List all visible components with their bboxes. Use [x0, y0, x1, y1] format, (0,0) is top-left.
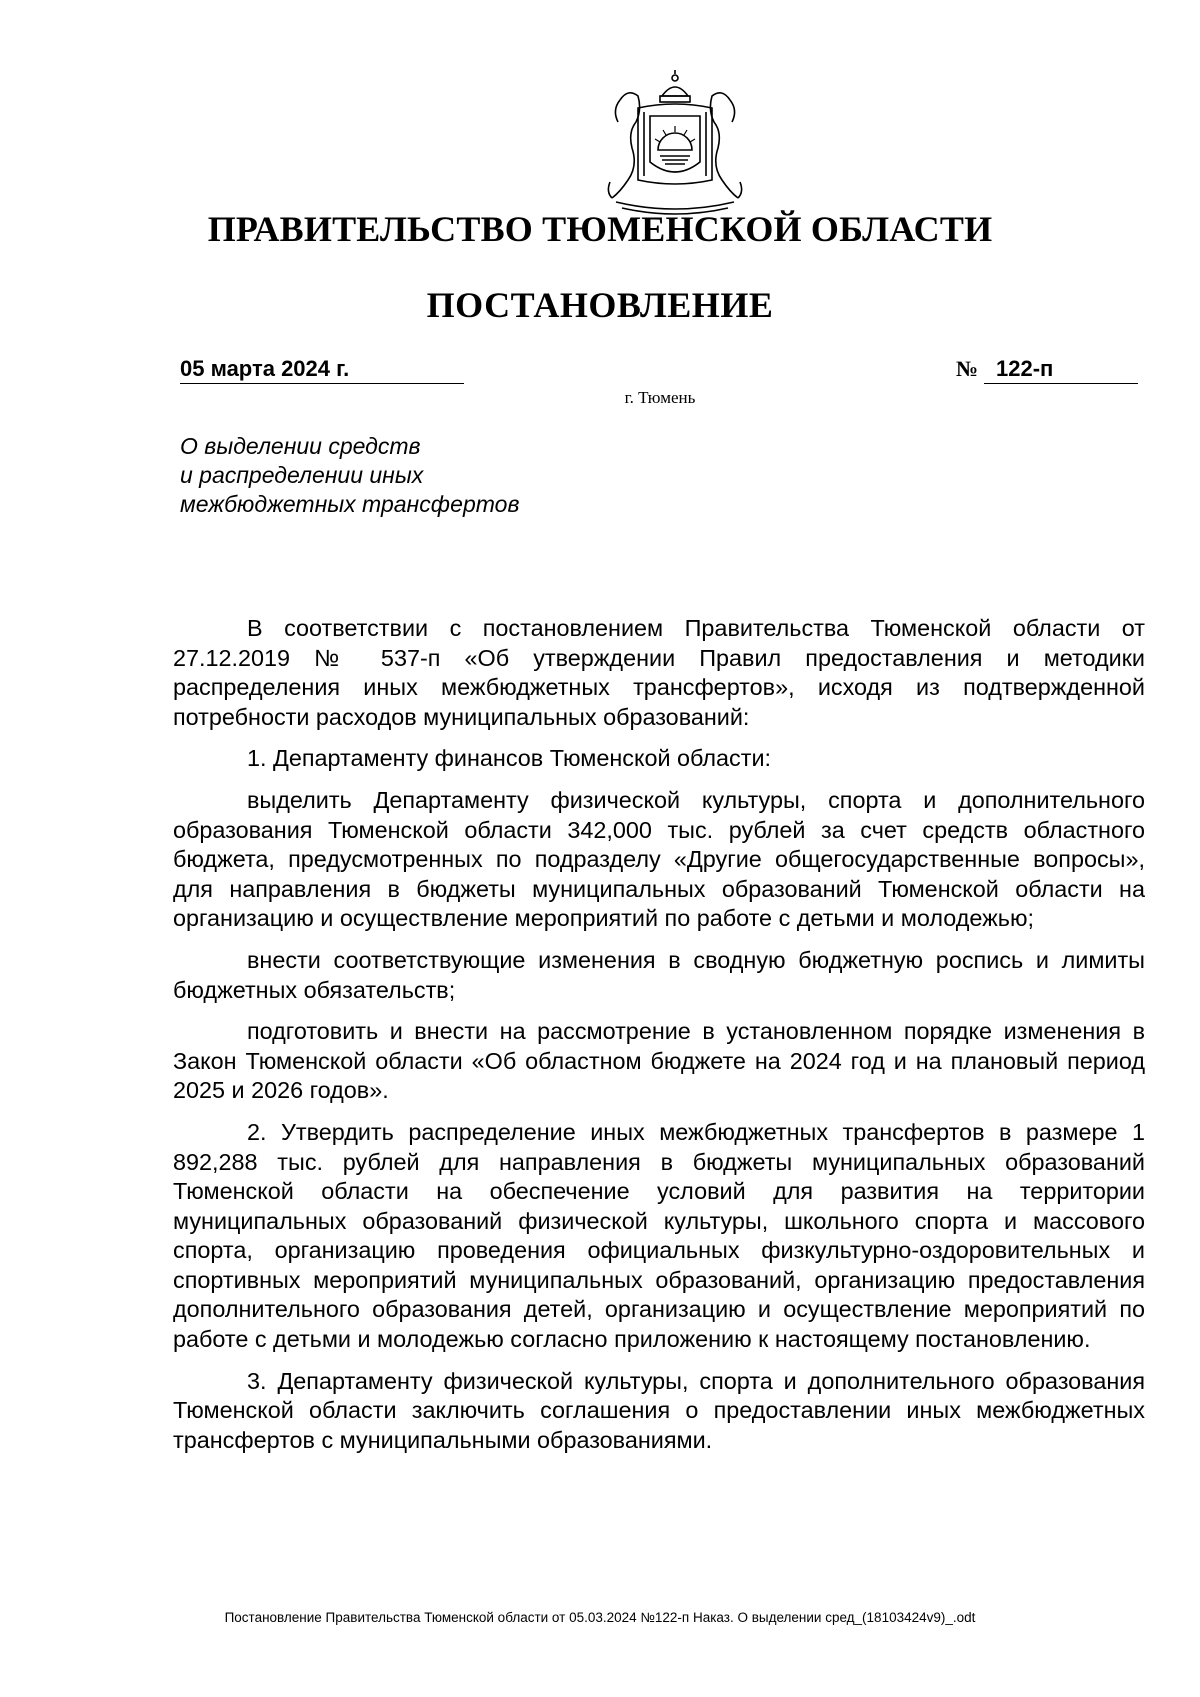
subject-line: межбюджетных трансфертов: [180, 491, 520, 517]
preamble-paragraph: В соответствии с постановлением Правительства Тюменской области от 27.12.2019 № 537-п «Об утверждении Правил предоставления и методики распределения иных межбюджетных трансфертов», исходя из подтвержденной потребности расходов муниципальных образований:: [173, 615, 1145, 730]
document-number: 122-п: [984, 356, 1138, 384]
document-body: [173, 614, 1145, 1467]
item-3-paragraph: 3. Департаменту физической культуры, спорта и дополнительного образования Тюменской области заключить соглашения о предоставлении иных межбюджетных трансфертов с муниципальными образованиями.: [173, 1367, 1145, 1453]
item-1c-paragraph: подготовить и внести на рассмотрение в установленном порядке изменения в Закон Тюменской области «Об областном бюджете на 2024 год и на плановый период 2025 и 2026 годов».: [173, 1018, 1145, 1104]
item-1b-paragraph: внести соответствующие изменения в сводную бюджетную роспись и лимиты бюджетных обязательств;: [173, 946, 1145, 1003]
document-subject: [180, 432, 640, 519]
subject-line: и распределении иных: [180, 462, 424, 488]
item-2-paragraph: 2. Утвердить распределение иных межбюджетных трансфертов в размере 1 892,288 тыс. рублей для направления в бюджеты муниципальных образований Тюменской области на обеспечение условий для развития на территории муниципальных образований физической культуры, школьного спорта и массового спорта, организацию проведения официальных физкультурно-оздоровительных и спортивных мероприятий муниципальных образований, организацию предоставления дополнительного образования детей, организацию и осуществление мероприятий по работе с детьми и молодежью согласно приложению к настоящему постановлению.: [173, 1118, 1145, 1353]
item-1a-paragraph: выделить Департаменту физической культуры, спорта и дополнительного образования Тюменской области 342,000 тыс. рублей за счет средств областного бюджета, предусмотренных по подразделу «Другие общегосударственные вопросы», для направления в бюджеты муниципальных образований Тюменской области на организацию и осуществление мероприятий по работе с детьми и молодежью;: [173, 786, 1145, 932]
number-label: №: [956, 356, 979, 381]
coat-of-arms-icon: [598, 70, 752, 220]
document-date: 05 марта 2024 г.: [180, 356, 464, 384]
item-1-paragraph: 1. Департаменту финансов Тюменской области:: [247, 745, 772, 772]
city: г. Тюмень: [624, 388, 696, 407]
subject-line: О выделении средств: [180, 433, 421, 459]
organization-title: ПРАВИТЕЛЬСТВО ТЮМЕНСКОЙ ОБЛАСТИ: [207, 209, 993, 249]
document-type: ПОСТАНОВЛЕНИЕ: [426, 285, 774, 325]
footer-filename: Постановление Правительства Тюменской области от 05.03.2024 №122-п Наказ. О выделении сред_(18103424v9)_.odt: [224, 1610, 976, 1625]
